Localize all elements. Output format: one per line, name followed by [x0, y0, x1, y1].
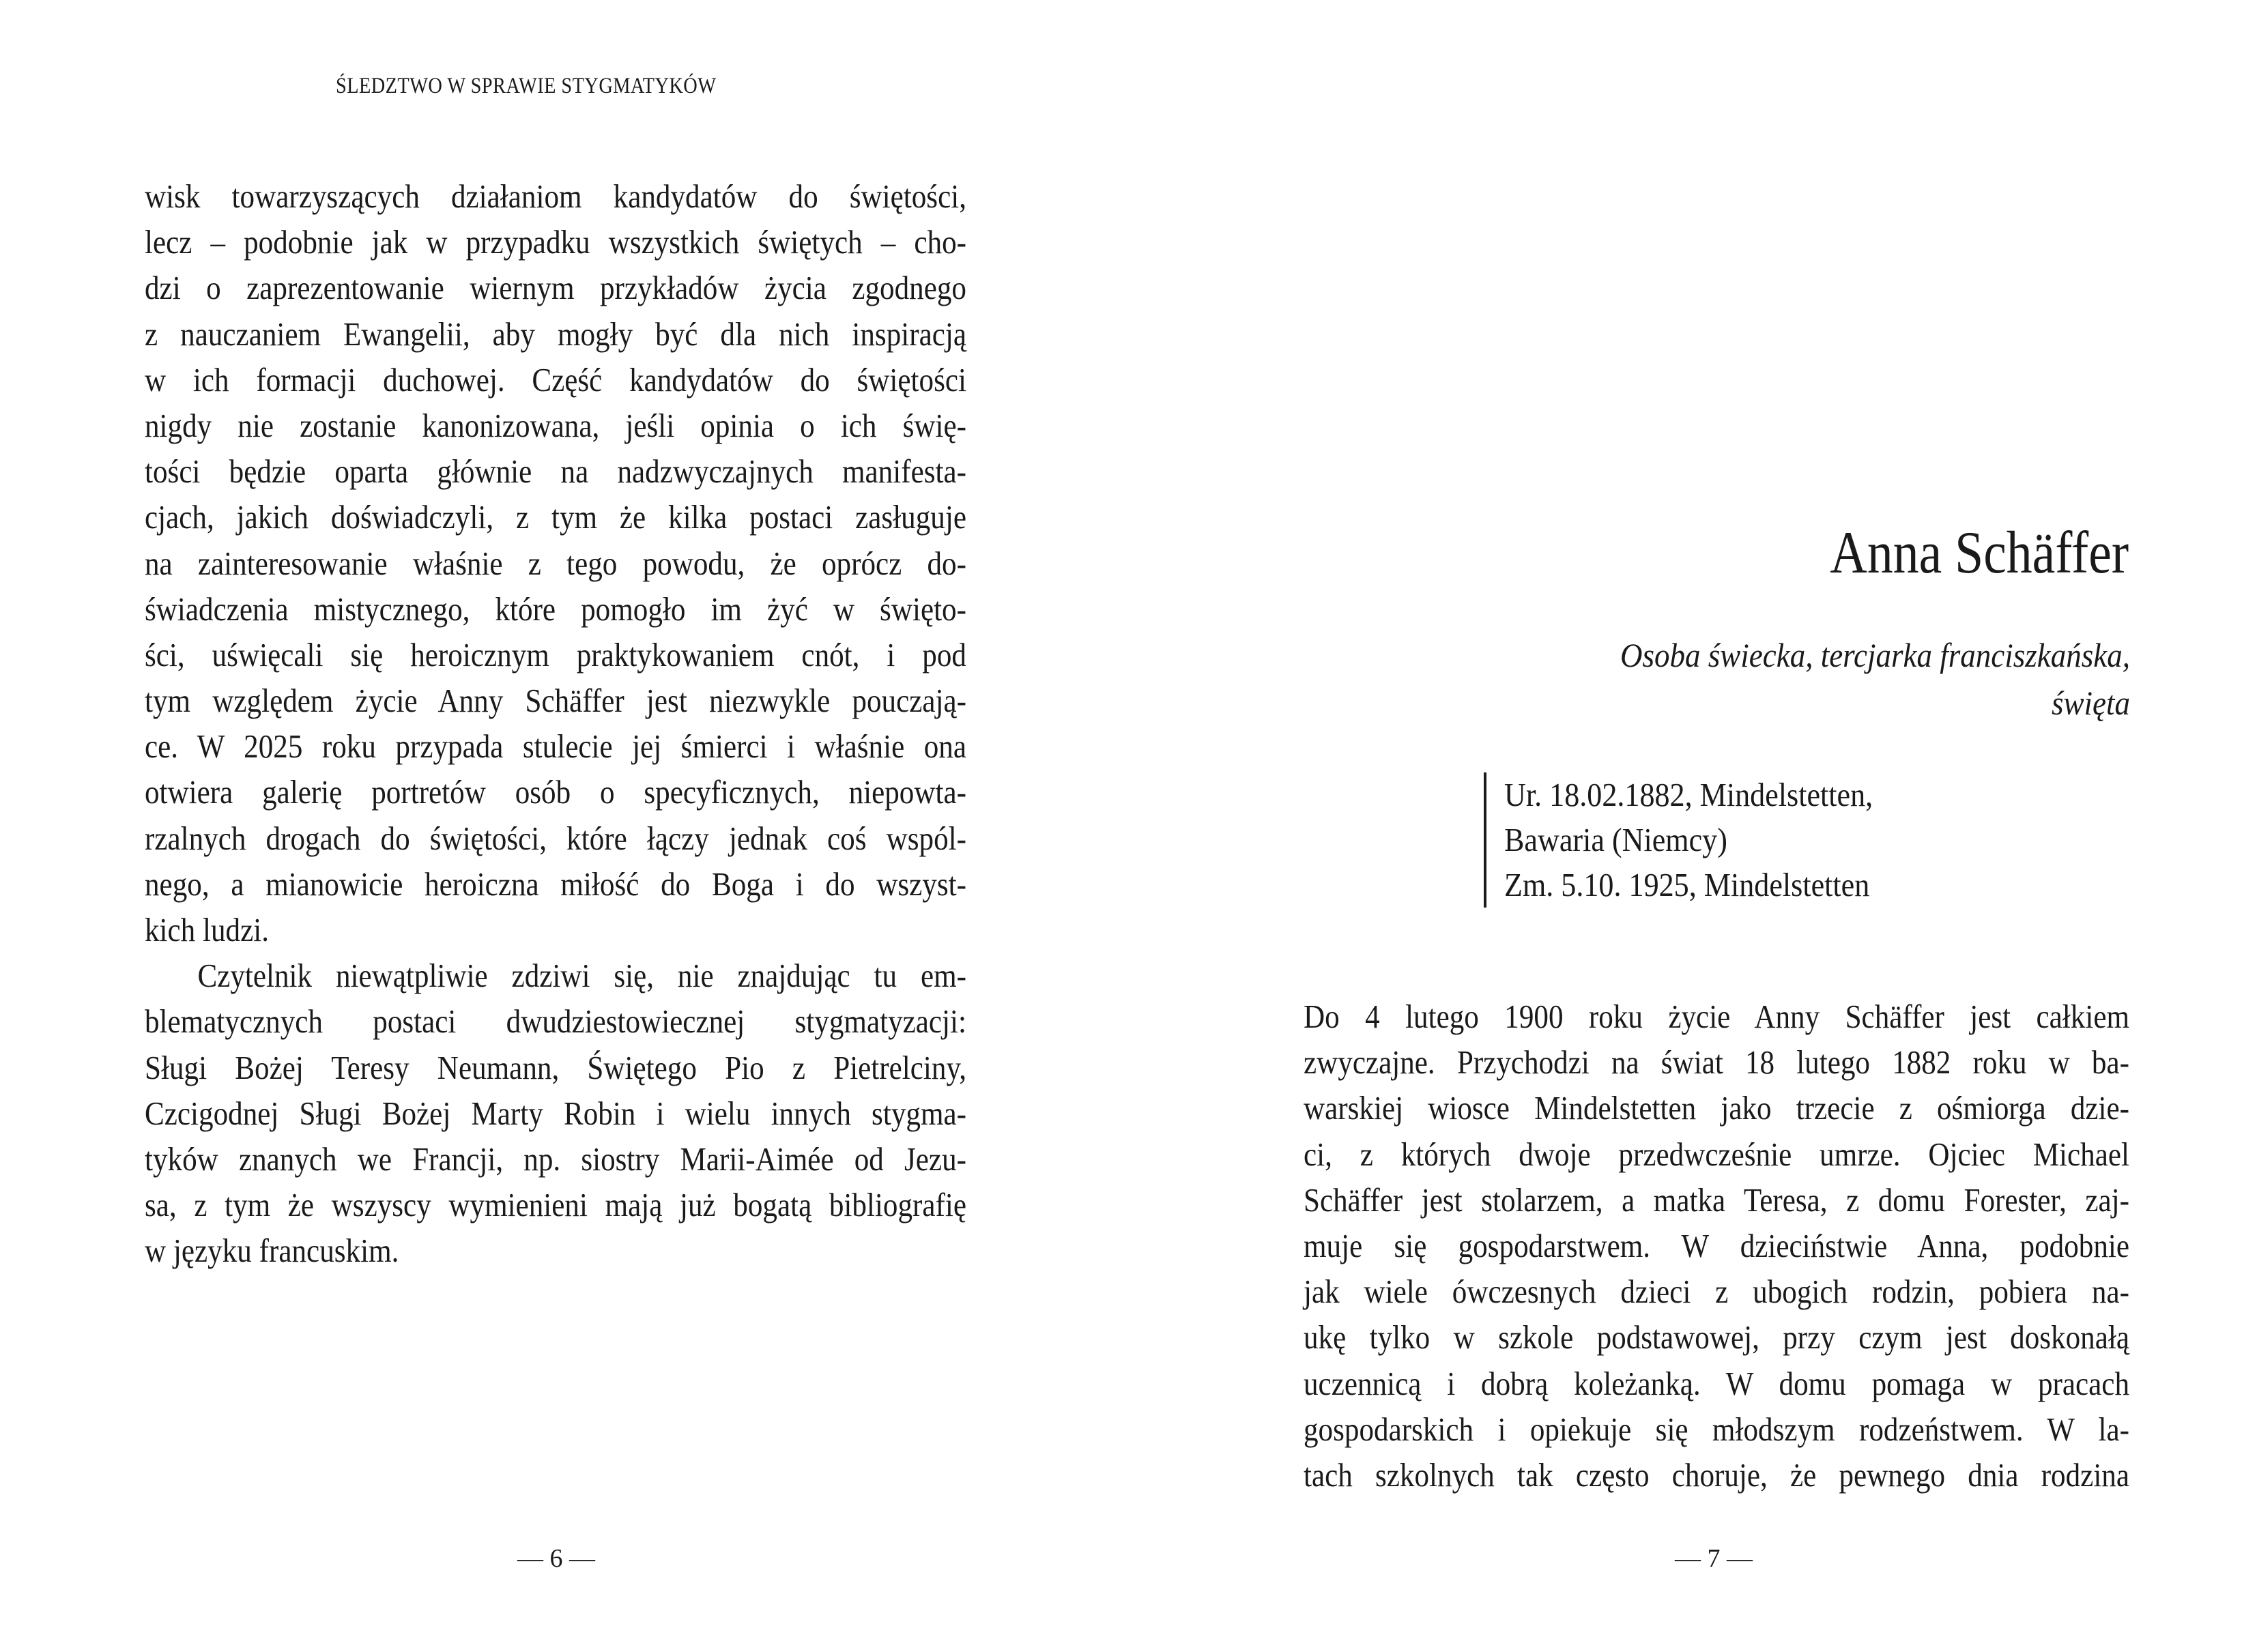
text-line: z nauczaniem Ewangelii, aby mogły być dla nich inspiracją	[145, 315, 966, 353]
paragraph-2	[145, 953, 966, 1273]
text-line: Do 4 lutego 1900 roku życie Anny Schäffer jest całkiem	[1304, 998, 2129, 1035]
text-line: ce. W 2025 roku przypada stulecie jej śmierci i właśnie ona	[145, 727, 966, 766]
text-line: Czytelnik niewątpliwie zdziwi się, nie znajdując tu em-	[197, 957, 966, 995]
text-line: sa, z tym że wszyscy wymienieni mają już bogatą bibliografię	[145, 1186, 966, 1224]
chapter-title: Anna Schäffer	[1830, 520, 2129, 586]
birth-info: Ur. 18.02.1882, Mindelstetten,	[1504, 776, 1873, 813]
text-line: jak wiele ówczesnych dzieci z ubogich rodzin, pobiera na-	[1304, 1273, 2129, 1311]
text-line: tach szkolnych tak często choruje, że pewnego dnia rodzina	[1304, 1455, 2129, 1494]
death-info: Zm. 5.10. 1925, Mindelstetten	[1504, 866, 1870, 903]
paragraph-1	[145, 173, 966, 953]
text-line: ści, uświęcali się heroicznym praktykowaniem cnót, i pod	[145, 635, 966, 673]
left-page	[0, 0, 1128, 1652]
text-line: ci, z których dwoje przedwcześnie umrze. Ojciec Michael	[1304, 1135, 2129, 1173]
text-line: otwiera galerię portretów osób o specyficznych, niepowta-	[145, 773, 966, 811]
text-line: nigdy nie zostanie kanonizowana, jeśli opinia o ich świę-	[145, 406, 966, 444]
text-line: kich ludzi.	[145, 911, 270, 948]
text-line: nego, a mianowicie heroiczna miłość do Boga i do wszyst-	[145, 865, 966, 903]
text-line: uczennicą i dobrą koleżanką. W domu pomaga w pracach	[1304, 1364, 2129, 1402]
right-page	[1129, 0, 2257, 1652]
birth-place-info: Bawaria (Niemcy)	[1504, 821, 1727, 858]
subtitle-line: Osoba świecka, tercjarka franciszkańska,	[1620, 636, 2130, 674]
text-line: w ich formacji duchowej. Część kandydatów do świętości	[145, 360, 966, 398]
text-line: wisk towarzyszących działaniom kandydatów do świętości,	[145, 177, 966, 215]
text-line: na zainteresowanie właśnie z tego powodu, że oprócz do-	[145, 544, 966, 582]
text-line: Schäffer jest stolarzem, a matka Teresa, z domu Forester, zaj-	[1304, 1180, 2129, 1219]
text-line: muje się gospodarstwem. W dzieciństwie Anna, podobnie	[1304, 1226, 2129, 1264]
biographical-info-block	[1484, 772, 1914, 908]
text-line: Sługi Bożej Teresy Neumann, Świętego Pio z Pietrelciny,	[145, 1048, 966, 1086]
right-body-text	[1304, 994, 2129, 1498]
page-number: — 7 —	[1675, 1544, 1753, 1573]
text-line: Czcigodnej Sługi Bożej Marty Robin i wielu innych stygma-	[145, 1094, 966, 1132]
text-line: tym względem życie Anny Schäffer jest niezwykle pouczają-	[145, 682, 966, 720]
left-body-text	[145, 173, 966, 1274]
text-line: gospodarskich i opiekuje się młodszym rodzeństwem. W la-	[1304, 1410, 2129, 1448]
text-line: tości będzie oparta głównie na nadzwyczajnych manifesta-	[145, 452, 966, 491]
text-line: rzalnych drogach do świętości, które łączy jednak coś wspól-	[145, 819, 966, 857]
running-head: ŚLEDZTWO W SPRAWIE STYGMATYKÓW	[336, 74, 717, 98]
chapter-subtitle	[1620, 631, 2130, 727]
text-line: blematycznych postaci dwudziestowiecznej stygmatyzacji:	[145, 1002, 966, 1041]
page-number: — 6 —	[517, 1544, 595, 1573]
text-line: cjach, jakich doświadczyli, z tym że kilka postaci zasługuje	[145, 498, 966, 536]
text-line: lecz – podobnie jak w przypadku wszystkich świętych – cho-	[145, 223, 966, 261]
text-line: tyków znanych we Francji, np. siostry Marii-Aimée od Jezu-	[145, 1140, 966, 1178]
text-line: warskiej wiosce Mindelstetten jako trzecie z ośmiorga dzie-	[1304, 1089, 2129, 1127]
text-line: zwyczajne. Przychodzi na świat 18 lutego 1882 roku w ba-	[1304, 1043, 2129, 1082]
text-line: ukę tylko w szkole podstawowej, przy czym jest doskonałą	[1304, 1318, 2129, 1357]
subtitle-line: święta	[2051, 684, 2130, 722]
text-line: świadczenia mistycznego, które pomogło im żyć w święto-	[145, 590, 966, 628]
text-line: dzi o zaprezentowanie wiernym przykładów życia zgodnego	[145, 269, 966, 307]
text-line: w języku francuskim.	[145, 1232, 399, 1270]
